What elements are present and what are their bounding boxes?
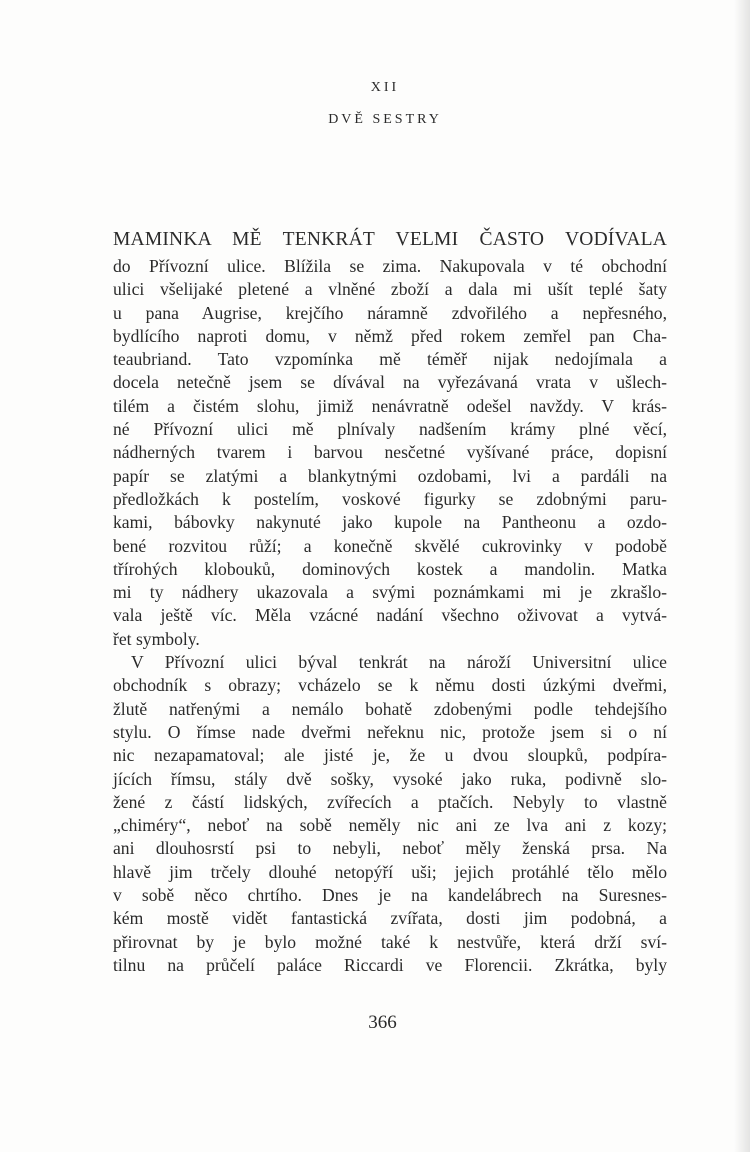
text-line: bydlícího naproti domu, v němž před rokem zemřel pan Cha- [113, 325, 667, 346]
text-line: bené rozvitou růží; a konečně skvělé cukrovinky v podobě [113, 535, 667, 556]
text-line: papír se zlatými a blankytnými ozdobami, lvi a pardáli na [113, 465, 667, 486]
text-line: vala ještě víc. Měla vzácné nadání všechno oživovat a vytvá- [113, 605, 667, 626]
text-line: „chiméry“, neboť na sobě neměly nic ani ze lva ani z kozy; [113, 815, 667, 836]
text-line: tilnu na průčelí paláce Riccardi ve Florencii. Zkrátka, byly [113, 954, 667, 975]
text-line: tilém a čistém slohu, jimiž nenávratně odešel navždy. V krás- [113, 395, 667, 416]
text-line: nic nezapamatoval; ale jisté je, že u dvou sloupků, podpíra- [113, 745, 667, 766]
text-line: předložkách k postelím, voskové figurky se zdobnými paru- [113, 488, 667, 509]
text-line: přirovnat by je bylo možné také k nestvůře, která drží sví- [113, 931, 667, 952]
text-line: né Přívozní ulici mě plnívaly nadšením krámy plné věcí, [113, 419, 667, 440]
text-line: třírohých klobouků, dominových kostek a mandolin. Matka [113, 558, 667, 579]
text-line: mi ty nádhery ukazovala a svými poznámkami mi je zkrašlo- [113, 582, 667, 603]
text-line: obchodník s obrazy; vcházelo se k němu dosti úzkými dveřmi, [113, 675, 667, 696]
text-line: žlutě natřenými a nemálo bohatě zdobenými podle tehdejšího [113, 698, 667, 719]
text-line: hlavě jim trčely dlouhé netopýří uši; jejich protáhlé tělo mělo [113, 861, 667, 882]
text-line: ani dlouhosrstí psi to nebyli, neboť měly ženská prsa. Na [113, 838, 667, 859]
chapter-title: DVĚ SESTRY [328, 112, 442, 127]
paragraph-start-line: V Přívozní ulici býval tenkrát na nároží Universitní ulice [131, 652, 667, 673]
chapter-number: XII [370, 80, 400, 95]
text-line: kém mostě vidět fantastická zvířata, dosti jim podobná, a [113, 908, 667, 929]
text-line: MAMINKA MĚ TENKRÁT VELMI ČASTO VODÍVALA [113, 229, 667, 250]
body-text [113, 225, 667, 977]
text-line: jících římsu, stály dvě sošky, vysoké jako ruka, podivně slo- [113, 768, 667, 789]
text-line: ulici všelijaké pletené a vlněné zboží a dala mi ušít teplé šaty [113, 279, 667, 300]
text-line: nádherných tvarem i barvou nesčetné vyšívané práce, dopisní [113, 442, 667, 463]
text-line: docela netečně jsem se dívával na vyřezávaná vrata v ušlech- [113, 372, 667, 393]
text-line: u pana Augrise, krejčího náramně zdvořilého a nepřesného, [113, 302, 667, 323]
text-line: v sobě něco chrtího. Dnes je na kandelábrech na Suresnes- [113, 885, 667, 906]
page-edge-shadow [734, 0, 750, 1152]
paragraph-end-line: řet symboly. [113, 628, 200, 649]
text-line: žené z částí lidských, zvířecích a ptačích. Nebyly to vlastně [113, 791, 667, 812]
text-line: teaubriand. Tato vzpomínka mě téměř nijak nedojímala a [113, 349, 667, 370]
text-line: do Přívozní ulice. Blížila se zima. Nakupovala v té obchodní [113, 256, 667, 276]
text-line: stylu. O římse nade dveřmi neřeknu nic, protože jsem si o ní [113, 721, 667, 742]
text-line: kami, bábovky nakynuté jako kupole na Pantheonu a ozdo- [113, 512, 667, 533]
page-number: 366 [368, 1012, 397, 1033]
